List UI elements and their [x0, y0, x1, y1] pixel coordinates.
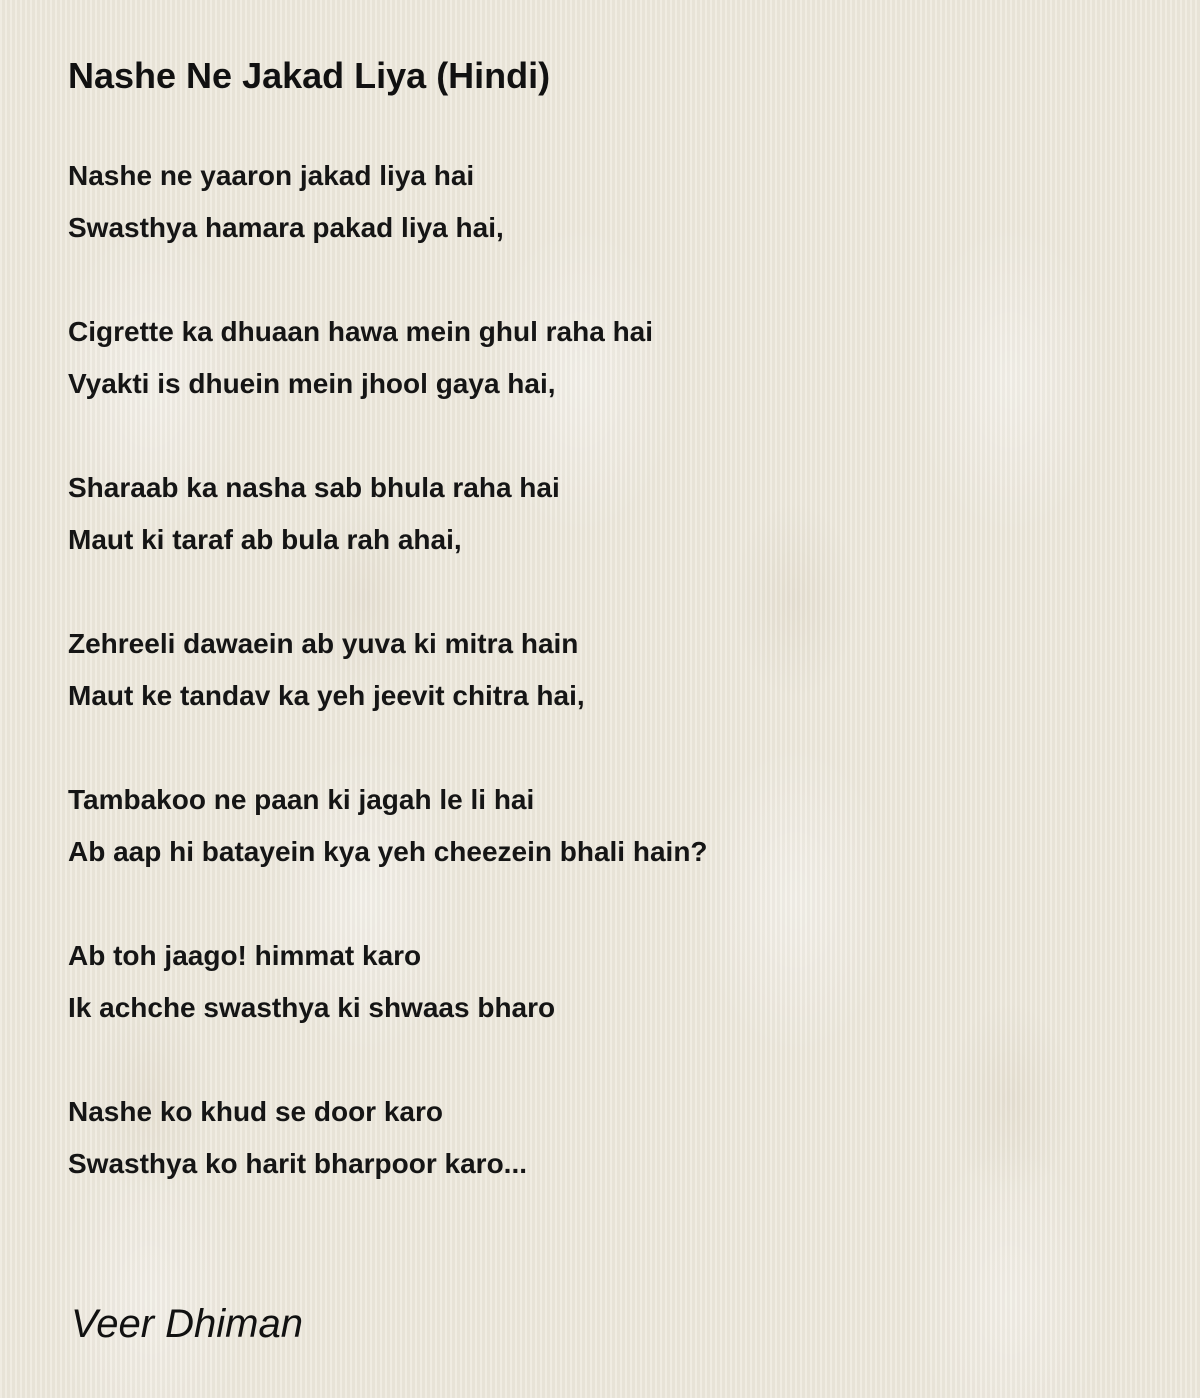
stanza-5 — [68, 774, 708, 878]
poem-line: Zehreeli dawaein ab yuva ki mitra hain — [68, 628, 579, 659]
poem-line: Maut ke tandav ka yeh jeevit chitra hai, — [68, 680, 585, 711]
poem-line: Ab aap hi batayein kya yeh cheezein bhali hain? — [68, 836, 708, 867]
poem-line: Swasthya hamara pakad liya hai, — [68, 212, 504, 243]
poem-line: Ab toh jaago! himmat karo — [68, 940, 422, 971]
poem-line: Swasthya ko harit bharpoor karo... — [68, 1148, 528, 1179]
stanza-7 — [68, 1086, 708, 1190]
stanza-3 — [68, 462, 708, 566]
poem-line: Nashe ko khud se door karo — [68, 1096, 443, 1127]
stanza-2 — [68, 306, 708, 410]
stanza-1 — [68, 150, 708, 254]
poem-line: Sharaab ka nasha sab bhula raha hai — [68, 472, 560, 503]
stanza-4 — [68, 618, 708, 722]
poem-line: Ik achche swasthya ki shwaas bharo — [68, 992, 556, 1023]
poem-line: Nashe ne yaaron jakad liya hai — [68, 160, 475, 191]
poem-line: Cigrette ka dhuaan hawa mein ghul raha hai — [68, 316, 654, 347]
poem-author: Veer Dhiman — [71, 1302, 303, 1346]
poem-line: Vyakti is dhuein mein jhool gaya hai, — [68, 368, 556, 399]
poem-line: Tambakoo ne paan ki jagah le li hai — [68, 784, 535, 815]
stanza-6 — [68, 930, 708, 1034]
poem-line: Maut ki taraf ab bula rah ahai, — [68, 524, 462, 555]
poem-body — [68, 150, 708, 1242]
poem-title: Nashe Ne Jakad Liya (Hindi) — [68, 55, 551, 96]
